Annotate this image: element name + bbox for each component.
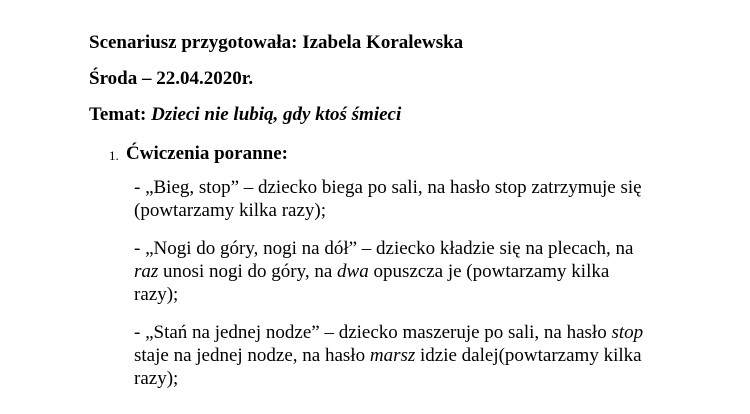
exercise-text: opuszcza je (powtarzamy kilka razy); [134, 261, 610, 305]
exercise-text: staje na jednej nodze, na hasło [134, 345, 370, 366]
exercise-emphasis: stop [611, 322, 644, 343]
topic-title: Dzieci nie lubią, gdy ktoś śmieci [151, 104, 402, 125]
exercise-emphasis: marsz [369, 345, 416, 366]
exercise-paragraph [134, 237, 654, 306]
exercise-text: unosi nogi do góry, na [158, 261, 338, 282]
topic-label: Temat: [89, 104, 147, 125]
exercise-emphasis: dwa [337, 261, 369, 282]
exercise-paragraph [134, 176, 654, 222]
topic-line [89, 104, 401, 126]
exercise-text: - „Nogi do góry, nogi na dół” – dziecko kładzie się na plecach, na [134, 238, 634, 259]
exercise-emphasis: raz [134, 261, 159, 282]
exercise-text: idzie dalej(powtarzamy kilka razy); [134, 345, 642, 389]
exercise-text: - „Bieg, stop” – dziecko biega po sali, na hasło stop zatrzymuje się (powtarzamy kilka razy); [134, 177, 642, 221]
date-line: Środa – 22.04.2020r. [89, 68, 254, 89]
author-line: Scenariusz przygotowała: Izabela Koralewska [89, 32, 464, 53]
exercise-paragraph [134, 321, 654, 390]
exercise-text: - „Stań na jednej nodze” – dziecko maszeruje po sali, na hasło [134, 322, 612, 343]
list-number: 1. [109, 148, 119, 163]
section-heading: Ćwiczenia poranne: [126, 143, 289, 164]
